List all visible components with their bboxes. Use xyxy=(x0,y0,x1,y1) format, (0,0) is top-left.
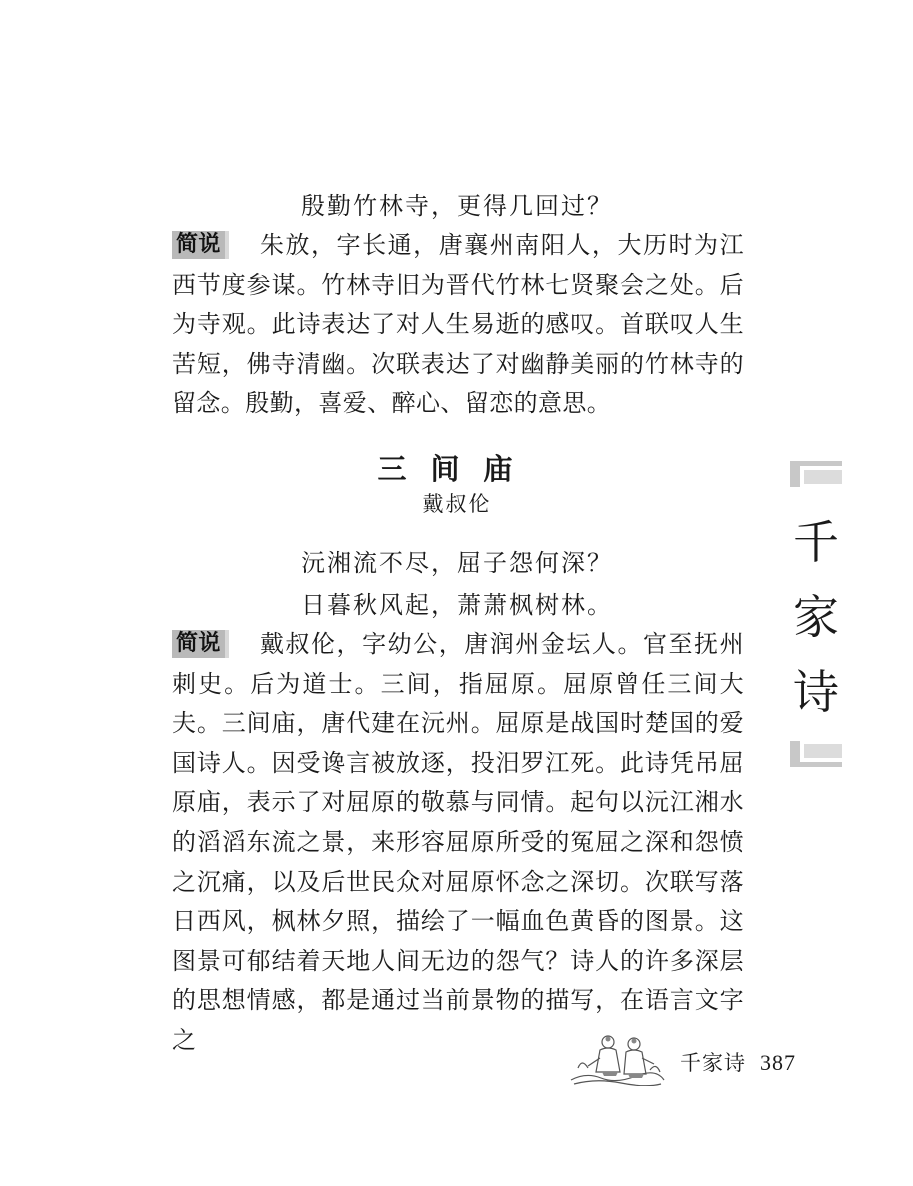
side-thumb-tab xyxy=(790,461,842,767)
footer-book-title: 千家诗 xyxy=(680,1051,746,1075)
tab-bracket-bottom-icon xyxy=(790,741,842,767)
tab-char-3: 诗 xyxy=(793,665,839,719)
commentary-zhu-fang xyxy=(172,226,744,424)
scholars-illustration-icon xyxy=(566,1028,666,1086)
commentary-dai-shulun xyxy=(172,625,744,1061)
tab-bracket-top-icon xyxy=(790,461,842,487)
tab-characters xyxy=(790,505,842,730)
preceding-poem-last-line: 殷勤竹林寺，更得几回过？ xyxy=(301,192,613,220)
commentary-label: 简说 xyxy=(172,231,229,259)
poem-author: 戴叔伦 xyxy=(422,492,492,516)
tab-char-2: 家 xyxy=(793,590,839,644)
tab-char-1: 千 xyxy=(793,515,839,569)
poem-line-2: 日暮秋风起，萧萧枫树林。 xyxy=(301,591,613,619)
page-number: 387 xyxy=(760,1050,796,1075)
commentary-text: 朱放，字长通，唐襄州南阳人，大历时为江西节度参谋。竹林寺旧为晋代竹林七贤聚会之处。后为寺观。此诗表达了对人生易逝的感叹。首联叹人生苦短，佛寺清幽。次联表达了对幽静美丽的竹林寺的留念。殷勤，喜爱、醉心、留恋的意思。 xyxy=(172,231,744,418)
page-footer xyxy=(680,1047,796,1077)
commentary-text: 戴叔伦，字幼公，唐润州金坛人。官至抚州刺史。后为道士。三间，指屈原。屈原曾任三间大夫。三间庙，唐代建在沅州。屈原是战国时楚国的爱国诗人。因受谗言被放逐，投汨罗江死。此诗凭吊屈原庙，表示了对屈原的敬慕与同情。起句以沅江湘水的滔滔东流之景，来形容屈原所受的冤屈之深和怨愤之沉痛，以及后世民众对屈原怀念之深切。次联写落日西风，枫林夕照，描绘了一幅血色黄昏的图景。这图景可郁结着天地人间无边的怨气？诗人的许多深层的思想情感，都是通过当前景物的描写，在语言文字之 xyxy=(172,630,744,1054)
poem-title: 三间庙 xyxy=(377,452,537,486)
commentary-label: 简说 xyxy=(172,630,229,658)
poem-line-1: 沅湘流不尽，屈子怨何深？ xyxy=(301,549,613,577)
